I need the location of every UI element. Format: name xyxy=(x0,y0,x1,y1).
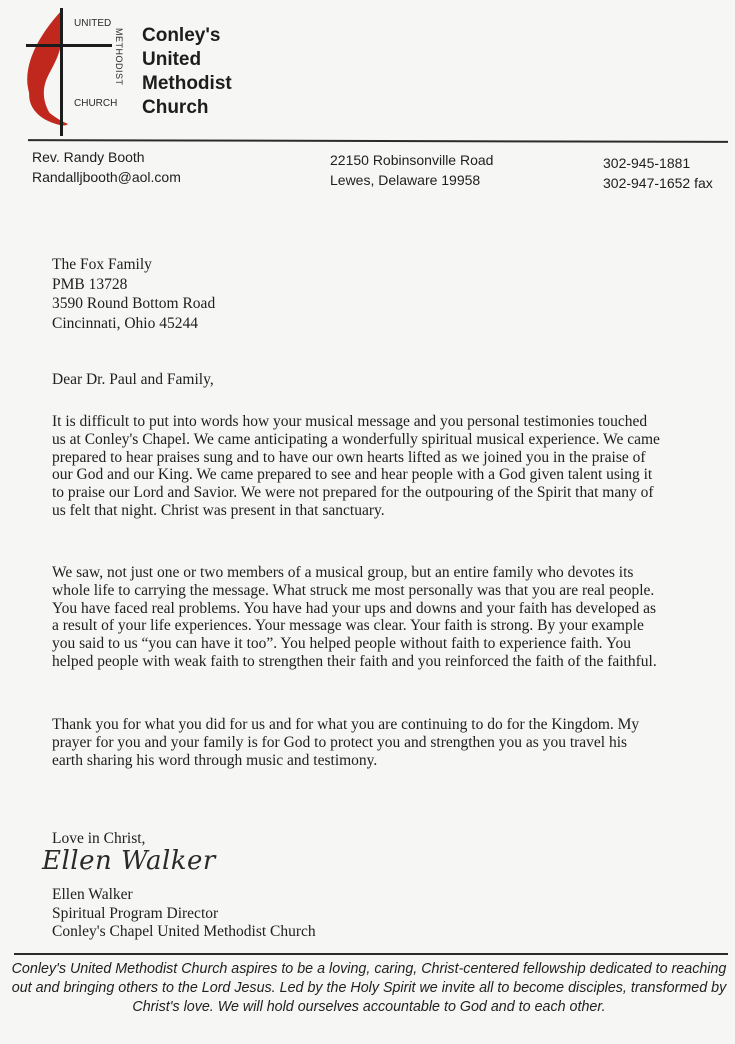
signer-title: Spiritual Program Director xyxy=(52,904,219,922)
header-divider xyxy=(28,139,728,143)
recipient-city: Cincinnati, Ohio 45244 xyxy=(52,314,198,332)
recipient-street: 3590 Round Bottom Road xyxy=(52,295,216,312)
salutation: Dear Dr. Paul and Family, xyxy=(52,371,214,388)
church-name-line: Conley's xyxy=(142,25,221,46)
handwritten-signature: Ellen Walker xyxy=(42,846,216,876)
church-logo xyxy=(22,4,137,136)
recipient-address xyxy=(52,255,662,333)
church-fax: 302-947-1652 fax xyxy=(603,175,713,191)
church-name-line: Methodist xyxy=(142,73,232,94)
church-street: 22150 Robinsonville Road xyxy=(330,152,494,168)
church-phone: 302-945-1881 xyxy=(603,155,691,171)
mission-statement: Conley's United Methodist Church aspires to be a loving, caring, Christ-centered fellowship dedicated to reaching out and bringing others to the Lord Jesus. Led by the Holy Spirit we invite all to become disciples, transformed by Christ's love. We will hold ourselves accountable to God and to each other. xyxy=(11,961,727,1015)
signer-organization: Conley's Chapel United Methodist Church xyxy=(52,923,316,940)
church-address xyxy=(330,150,493,190)
letter-paragraph: We saw, not just one or two members of a musical group, but an entire family who devotes its whole life to carrying the message. What struck me most personally was that you are real people. You have faced real problems. You have had your ups and downs and your faith has developed as a result of your life experiences. Your message was clear. Your faith is strong. By your example you said to us “you can have it too”. You helped people without faith to experience faith. You helped people with weak faith to strengthen their faith and you reinforced the faith of the faithful. xyxy=(52,564,657,670)
closing: Love in Christ, xyxy=(52,830,146,847)
signer-name: Ellen Walker xyxy=(52,886,133,903)
letter-paragraph: Thank you for what you did for us and for what you are continuing to do for the Kingdom. My prayer for you and your family is for God to protect you and strengthen you as you travel his earth sharing his word through music and testimony. xyxy=(52,716,640,769)
pastor-contact xyxy=(32,147,181,187)
church-city: Lewes, Delaware 19958 xyxy=(330,172,481,188)
logo-text-church: CHURCH xyxy=(74,98,118,109)
pastor-name: Rev. Randy Booth xyxy=(32,149,145,165)
signer-block xyxy=(52,886,662,942)
church-name-line: Church xyxy=(142,97,209,118)
letter-paragraph: It is difficult to put into words how your musical message and you personal testimonies touched us at Conley's Chapel. We came anticipating a wonderfully spiritual musical experience. We came prepared to hear praises sung and to have our own hearts lifted as we joined you in the praise of our God and our King. We came prepared to see and hear people with a God given talent using it to praise our Lord and Savior. We were not prepared for the outpouring of the Spirit that many of us felt that night. Christ was present in that sanctuary. xyxy=(52,413,660,519)
church-name xyxy=(142,24,232,120)
church-phones xyxy=(603,153,713,193)
footer-divider xyxy=(14,953,728,955)
church-name-line: United xyxy=(142,49,202,70)
recipient-box: PMB 13728 xyxy=(52,275,128,293)
recipient-name: The Fox Family xyxy=(52,256,152,273)
logo-text-methodist: METHODIST xyxy=(114,28,124,86)
pastor-email: Randalljbooth@aol.com xyxy=(32,169,181,185)
logo-text-united: UNITED xyxy=(74,18,112,29)
